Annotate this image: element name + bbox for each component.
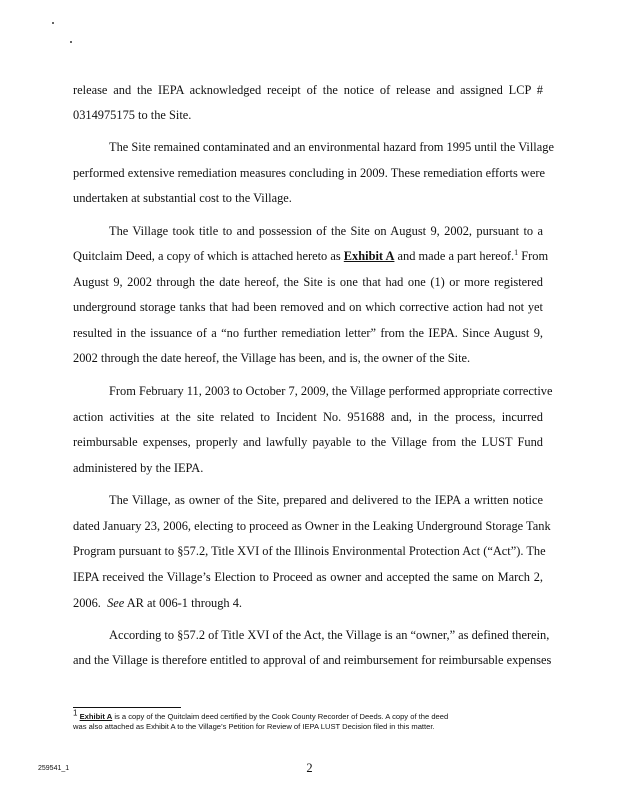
body-line: dated January 23, 2006, electing to proceed as Owner in the Leaking Underground Storage Tank bbox=[73, 519, 551, 533]
body-line: From February 11, 2003 to October 7, 2009, the Village performed appropriate corrective bbox=[109, 384, 553, 398]
body-text: 2006. bbox=[73, 596, 101, 610]
footnote-line bbox=[73, 708, 543, 722]
body-line bbox=[73, 596, 543, 610]
footnote-divider bbox=[73, 707, 181, 708]
document-id: 259541_1 bbox=[38, 765, 70, 772]
footnote-text: is a copy of the Quitclaim deed certified by the Cook County Recorder of Deeds. A copy of the deed bbox=[112, 712, 449, 721]
scan-speck bbox=[52, 22, 54, 24]
body-text: From bbox=[521, 249, 549, 263]
body-line: underground storage tanks that had been removed and on which corrective action had not yet bbox=[73, 300, 543, 314]
body-line: According to §57.2 of Title XVI of the Act, the Village is an “owner,” as defined therein, bbox=[109, 628, 550, 642]
body-line: The Village took title to and possession of the Site on August 9, 2002, pursuant to a bbox=[109, 224, 543, 238]
body-line: action activities at the site related to Incident No. 951688 and, in the process, incurred bbox=[73, 410, 543, 424]
body-line: performed extensive remediation measures concluding in 2009. These remediation efforts were bbox=[73, 166, 545, 180]
body-line: The Site remained contaminated and an environmental hazard from 1995 until the Village bbox=[109, 140, 554, 154]
footnote-number: 1 bbox=[73, 708, 78, 718]
see-signal: See bbox=[107, 596, 125, 610]
body-line: 0314975175 to the Site. bbox=[73, 108, 192, 122]
body-line: Program pursuant to §57.2, Title XVI of the Illinois Environmental Protection Act (“Act”). The bbox=[73, 544, 546, 558]
body-text: Quitclaim Deed, a copy of which is attached hereto as bbox=[73, 249, 341, 263]
body-line: IEPA received the Village’s Election to Proceed as owner and accepted the same on March 2, bbox=[73, 570, 543, 584]
body-line: undertaken at substantial cost to the Village. bbox=[73, 191, 292, 205]
scan-speck bbox=[70, 41, 72, 43]
page-number: 2 bbox=[306, 761, 313, 775]
body-line bbox=[73, 247, 549, 263]
footnote-line: was also attached as Exhibit A to the Village’s Petition for Review of IEPA LUST Decision filed in this matter. bbox=[73, 722, 435, 731]
body-line: administered by the IEPA. bbox=[73, 461, 204, 475]
footnote-marker: 1 bbox=[514, 247, 519, 257]
body-text: AR at 006-1 through 4. bbox=[126, 596, 243, 610]
exhibit-a-reference: Exhibit A bbox=[343, 249, 395, 263]
body-line: 2002 through the date hereof, the Village has been, and is, the owner of the Site. bbox=[73, 351, 471, 365]
body-text: and made a part hereof. bbox=[397, 249, 515, 263]
body-line: release and the IEPA acknowledged receipt of the notice of release and assigned LCP # bbox=[73, 83, 543, 97]
body-line: The Village, as owner of the Site, prepared and delivered to the IEPA a written notice bbox=[109, 493, 543, 507]
body-line: reimbursable expenses, properly and lawfully payable to the Village from the LUST Fund bbox=[73, 435, 543, 449]
body-line: and the Village is therefore entitled to approval of and reimbursement for reimbursable expenses bbox=[73, 653, 552, 667]
footnote-exhibit-label: Exhibit A bbox=[79, 712, 113, 721]
body-line: resulted in the issuance of a “no further remediation letter” from the IEPA. Since August 9, bbox=[73, 326, 543, 340]
body-line: August 9, 2002 through the date hereof, the Site is one that had one (1) or more registered bbox=[73, 275, 543, 289]
